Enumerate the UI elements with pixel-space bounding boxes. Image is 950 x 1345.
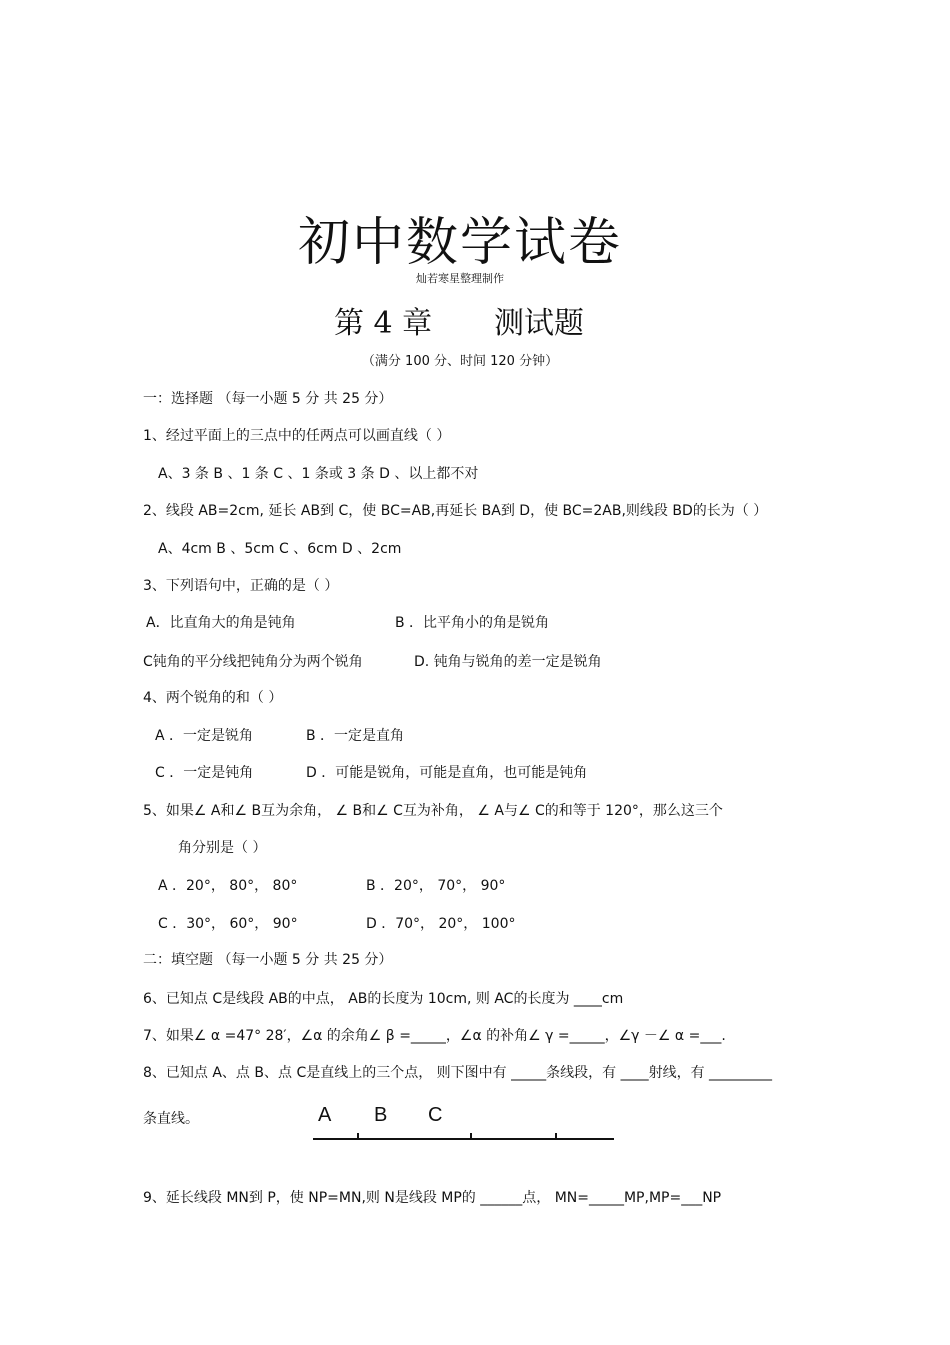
question-9: 9、延长线段 MN到 P，使 NP=MN,则 N是线段 MP的 ______点， MN=_____MP,MP=___NP	[143, 1190, 722, 1206]
question-1-stem: 1、经过平面上的三点中的任两点可以画直线（ ）	[143, 428, 451, 444]
question-5-stem-continued: 角分别是（ ）	[178, 840, 267, 856]
question-2-options: A、4cm B 、5cm C 、6cm D 、2cm	[158, 541, 402, 557]
question-4-option-b: B ．一定是直角	[306, 728, 405, 744]
question-5-option-c: C ．30°， 60°， 90°	[158, 916, 298, 932]
figure-point-a-label: A	[318, 1104, 332, 1126]
question-4-stem: 4、两个锐角的和（ ）	[143, 690, 283, 706]
question-4-option-d: D ．可能是锐角，可能是直角，也可能是钝角	[306, 765, 588, 781]
question-7: 7、如果∠ α =47° 28′，∠α 的余角∠ β =_____，∠α 的补角∠ γ =_____，∠γ －∠ α =___.	[143, 1028, 726, 1044]
figure-tick-c	[555, 1133, 557, 1139]
question-3-option-c: C钝角的平分线把钝角分为两个锐角	[143, 654, 363, 670]
question-3-option-b: B ．比平角小的角是锐角	[395, 615, 550, 631]
exam-meta: （满分 100 分、时间 120 分钟）	[361, 354, 559, 369]
question-5-option-a: A ．20°， 80°， 80°	[158, 878, 298, 894]
question-3-option-a: A．比直角大的角是钝角	[146, 615, 296, 631]
question-1-options: A、3 条 B 、1 条 C 、1 条或 3 条 D 、以上都不对	[158, 466, 479, 482]
question-8-continued: 条直线。	[143, 1111, 199, 1127]
question-6: 6、已知点 C是线段 AB的中点， AB的长度为 10cm, 则 AC的长度为 ____cm	[143, 991, 624, 1007]
question-5-stem: 5、如果∠ A和∠ B互为余角， ∠ B和∠ C互为补角， ∠ A与∠ C的和等于 120°，那么这三个	[143, 803, 723, 819]
paper-subtitle: 灿若寒星整理制作	[416, 272, 504, 285]
section-heading-choice: 一：选择题 （每一小题 5 分 共 25 分）	[143, 391, 393, 407]
question-4-option-c: C ．一定是钝角	[155, 765, 254, 781]
question-4-option-a: A ．一定是锐角	[155, 728, 254, 744]
section-heading-fill: 二：填空题 （每一小题 5 分 共 25 分）	[143, 952, 393, 968]
question-5-option-d: D ．70°， 20°， 100°	[366, 916, 516, 932]
question-2-stem: 2、线段 AB=2cm, 延长 AB到 C，使 BC=AB,再延长 BA到 D，使 BC=2AB,则线段 BD的长为（ ）	[143, 503, 768, 519]
figure-tick-a	[357, 1133, 359, 1139]
chapter-number: 第 4 章	[334, 306, 433, 341]
figure-point-b-label: B	[374, 1104, 388, 1126]
question-3-stem: 3、下列语句中，正确的是（ ）	[143, 578, 339, 594]
question-3-option-d: D. 钝角与锐角的差一定是锐角	[414, 654, 602, 670]
figure-tick-b	[470, 1133, 472, 1139]
chapter-title: 测试题	[494, 306, 584, 341]
paper-title: 初中数学试卷	[297, 213, 622, 273]
question-8: 8、已知点 A、点 B、点 C是直线上的三个点， 则下图中有 _____条线段，有 ____射线，有 _________	[143, 1065, 773, 1081]
question-5-option-b: B ．20°， 70°， 90°	[366, 878, 506, 894]
figure-point-c-label: C	[428, 1104, 443, 1126]
